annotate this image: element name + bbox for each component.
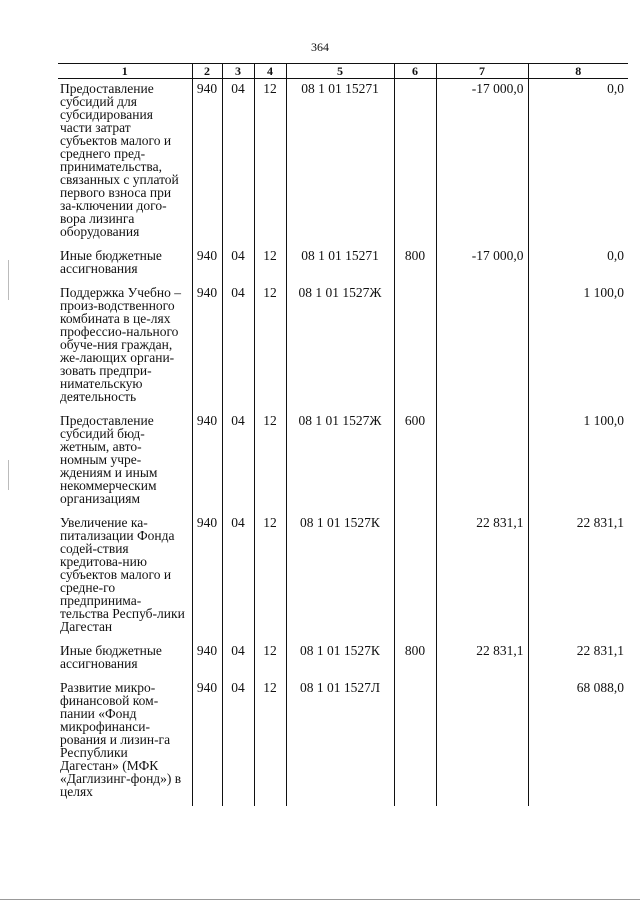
- row-col-8-cell: 68 088,0: [528, 678, 628, 806]
- row-name-cell: Развитие микро-финансовой ком-пании «Фонд микрофинанси-рования и лизин-га Республики Дагестан» (МФК «Даглизинг-фонд») в целях: [60, 680, 182, 799]
- row-code-cell: 08 1 01 15271: [286, 79, 394, 247]
- row-name-cell: Иные бюджетные ассигнования: [60, 248, 162, 276]
- page-bottom-edge: [0, 899, 640, 900]
- header-col-7: 7: [436, 64, 528, 79]
- table-row: [58, 513, 628, 641]
- row-col-2-cell: 940: [192, 283, 222, 411]
- row-col-6-cell: 800: [394, 641, 436, 678]
- row-col-8-cell: 22 831,1: [528, 641, 628, 678]
- row-col-4-cell: 12: [254, 678, 286, 806]
- table-row: [58, 641, 628, 678]
- row-col-4-cell: 12: [254, 79, 286, 247]
- row-name-cell: Предоставление субсидий бюд-жетным, авто-номным учре-ждениям и иным некоммерческим организациям: [60, 413, 158, 506]
- row-col-6-cell: 600: [394, 411, 436, 513]
- row-col-8-cell: 1 100,0: [528, 283, 628, 411]
- row-col-7-cell: [436, 678, 528, 806]
- row-col-6-cell: [394, 678, 436, 806]
- row-col-3-cell: 04: [222, 513, 254, 641]
- row-col-2-cell: 940: [192, 246, 222, 283]
- row-col-2-cell: 940: [192, 411, 222, 513]
- table-row: [58, 283, 628, 411]
- row-col-8-cell: 1 100,0: [528, 411, 628, 513]
- row-code-cell: 08 1 01 1527Ж: [286, 411, 394, 513]
- header-col-6: 6: [394, 64, 436, 79]
- row-name-cell: Увеличение ка-питализации Фонда содей-ствия кредитова-нию субъектов малого и средне-го предпринима-тельства Респуб-лики Дагестан: [60, 515, 185, 634]
- scan-margin-mark: [8, 460, 9, 490]
- row-col-2-cell: 940: [192, 678, 222, 806]
- header-col-8: 8: [528, 64, 628, 79]
- row-col-7-cell: -17 000,0: [436, 79, 528, 247]
- row-name-cell: Поддержка Учебно – произ-водственного комбината в це-лях профессио-нального обуче-ния граждан, же-лающих органи-зовать предпри-нимательскую деятельность: [60, 285, 181, 404]
- row-col-4-cell: 12: [254, 246, 286, 283]
- table-row: [58, 79, 628, 247]
- row-code-cell: 08 1 01 15271: [286, 246, 394, 283]
- table-row: [58, 246, 628, 283]
- row-col-8-cell: 22 831,1: [528, 513, 628, 641]
- scan-margin-mark: [8, 260, 9, 300]
- row-code-cell: 08 1 01 1527К: [286, 513, 394, 641]
- row-col-4-cell: 12: [254, 283, 286, 411]
- row-code-cell: 08 1 01 1527К: [286, 641, 394, 678]
- row-col-4-cell: 12: [254, 411, 286, 513]
- row-col-6-cell: [394, 79, 436, 247]
- row-col-4-cell: 12: [254, 641, 286, 678]
- row-col-7-cell: [436, 283, 528, 411]
- row-col-6-cell: [394, 283, 436, 411]
- row-col-8-cell: 0,0: [528, 79, 628, 247]
- row-col-3-cell: 04: [222, 79, 254, 247]
- row-col-3-cell: 04: [222, 641, 254, 678]
- row-col-6-cell: [394, 513, 436, 641]
- row-col-3-cell: 04: [222, 411, 254, 513]
- row-col-7-cell: 22 831,1: [436, 641, 528, 678]
- row-col-8-cell: 0,0: [528, 246, 628, 283]
- row-col-7-cell: [436, 411, 528, 513]
- table-row: [58, 411, 628, 513]
- header-col-5: 5: [286, 64, 394, 79]
- row-col-7-cell: 22 831,1: [436, 513, 528, 641]
- row-name-cell: Иные бюджетные ассигнования: [60, 643, 162, 671]
- header-col-3: 3: [222, 64, 254, 79]
- row-col-7-cell: -17 000,0: [436, 246, 528, 283]
- row-col-3-cell: 04: [222, 678, 254, 806]
- row-col-2-cell: 940: [192, 513, 222, 641]
- row-code-cell: 08 1 01 1527Л: [286, 678, 394, 806]
- row-col-2-cell: 940: [192, 79, 222, 247]
- header-col-4: 4: [254, 64, 286, 79]
- budget-table: [58, 63, 628, 806]
- row-code-cell: 08 1 01 1527Ж: [286, 283, 394, 411]
- row-col-3-cell: 04: [222, 246, 254, 283]
- row-col-4-cell: 12: [254, 513, 286, 641]
- table-row: [58, 678, 628, 806]
- row-col-2-cell: 940: [192, 641, 222, 678]
- row-col-6-cell: 800: [394, 246, 436, 283]
- table-header-row: [58, 64, 628, 79]
- page-number: 364: [311, 40, 329, 54]
- row-col-3-cell: 04: [222, 283, 254, 411]
- header-col-1: 1: [58, 64, 192, 79]
- row-name-cell: Предоставление субсидий для субсидирования части затрат субъектов малого и среднего пред-принимательства, связанных с уплатой первого взноса при за-ключении дого-вора лизинга оборудования: [60, 81, 179, 239]
- header-col-2: 2: [192, 64, 222, 79]
